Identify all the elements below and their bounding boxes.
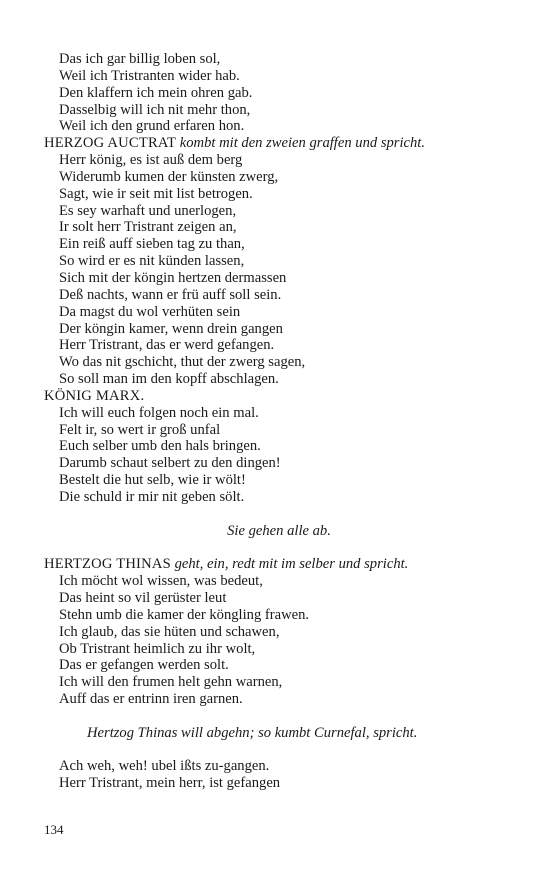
speaker-name: HERTZOG THINAS [44,556,171,573]
verse-line: Ich möcht wol wissen, was bedeut, [59,573,263,590]
verse-block-4 [44,573,514,708]
verse-line: Ein reiß auff sieben tag zu than, [59,236,245,253]
spacer [44,742,514,759]
verse-line: Ich will euch folgen noch ein mal. [59,404,259,421]
text-column [44,51,514,792]
verse-line: Ob Tristrant heimlich zu ihr wolt, [59,640,256,657]
verse-line: Euch selber umb den hals bringen. [59,438,261,455]
verse-line: Den klaffern ich mein ohren gab. [59,84,253,101]
verse-block-2 [44,152,514,388]
verse-line: Bestelt die hut selb, wie ir wölt! [59,472,246,489]
verse-line: Ir solt herr Tristrant zeigen an, [59,219,237,236]
verse-line: Darumb schaut selbert zu den dingen! [59,455,281,472]
verse-block-3 [44,405,514,506]
verse-line: Auff das er entrinn iren garnen. [59,691,243,708]
spacer [44,708,514,725]
verse-line: Herr könig, es ist auß dem berg [59,152,243,169]
stage-direction: geht, ein, redt mit im selber und spricht. [174,556,409,573]
verse-line: Der köngin kamer, wenn drein gangen [59,320,283,337]
verse-line: Wo das nit gschicht, thut der zwerg sagen, [59,354,306,371]
verse-line: Felt ir, so wert ir groß unfal [59,421,221,438]
verse-line: Ich will den frumen helt gehn warnen, [59,674,283,691]
speaker-heading-thinas [44,556,514,573]
verse-line: Da magst du wol verhüten sein [59,303,241,320]
spacer [44,506,514,523]
speaker-heading-marx [44,388,514,405]
speaker-heading-auctrat [44,135,514,152]
verse-line: So wird er es nit künden lassen, [59,253,245,270]
verse-line: Herr Tristrant, das er werd gefangen. [59,337,275,354]
verse-line: Das er gefangen werden solt. [59,657,229,674]
stage-direction: kombt mit den zweien graffen und spricht. [179,135,426,152]
verse-line: Es sey warhaft und unerlogen, [59,202,237,219]
verse-line: Stehn umb die kamer der köngling frawen. [59,606,310,623]
verse-line: Weil ich den grund erfaren hon. [59,118,245,135]
page-number: 134 [44,822,64,837]
verse-block-1 [44,51,514,135]
stage-direction-curnefal: Hertzog Thinas will abgehn; so kumbt Curnefal, spricht. [87,724,418,741]
verse-line: Das heint so vil gerüster leut [59,590,227,606]
verse-line: Ach weh, weh! ubel ißts zu-gangen. [59,758,270,775]
verse-line: Deß nachts, wann er frü auff soll sein. [59,286,282,303]
verse-line: Das ich gar billig loben sol, [59,51,221,67]
verse-line: Sich mit der köngin hertzen dermassen [59,269,287,286]
spacer [44,539,514,556]
verse-block-5 [44,758,514,792]
stage-direction-exit: Sie gehen alle ab. [227,522,331,539]
verse-line: Dasselbig will ich nit mehr thon, [59,101,251,118]
speaker-name: HERZOG AUCTRAT [44,135,177,152]
verse-line: Sagt, wie ir seit mit list betrogen. [59,185,253,202]
verse-line: Widerumb kumen der künsten zwerg, [59,168,279,185]
verse-line: So soll man im den kopff abschlagen. [59,371,279,388]
verse-line: Ich glaub, das sie hüten und schawen, [59,623,280,640]
verse-line: Weil ich Tristranten wider hab. [59,67,240,84]
speaker-name: KÖNIG MARX. [44,387,145,404]
verse-line: Die schuld ir mir nit geben sölt. [59,488,245,505]
verse-line: Herr Tristrant, mein herr, ist gefangen [59,775,281,792]
